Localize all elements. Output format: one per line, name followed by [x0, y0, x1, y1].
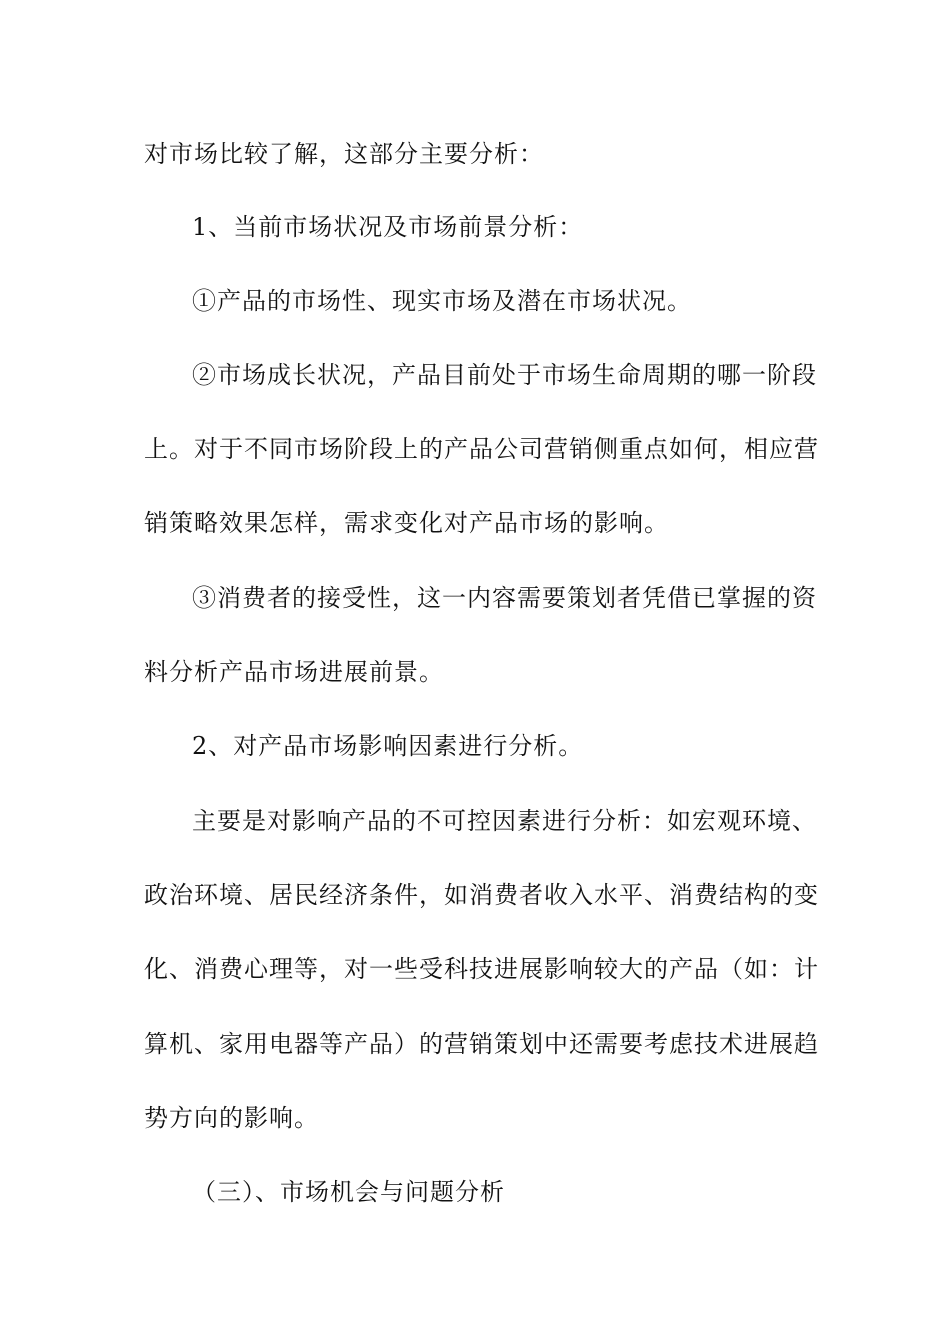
text-line-1: 对市场比较了解，这部分主要分析：	[144, 140, 544, 168]
section-heading: （三）、市场机会与问题分析	[192, 1178, 505, 1206]
text-line-9: 2、对产品市场影响因素进行分析。	[192, 732, 584, 760]
text-line-13: 算机、家用电器等产品）的营销策划中还需要考虑技术进展趋	[144, 1030, 819, 1058]
text-line-10: 主要是对影响产品的不可控因素进行分析：如宏观环境、	[192, 807, 817, 835]
text-line-12: 化、消费心理等，对一些受科技进展影响较大的产品（如：计	[144, 955, 819, 983]
text-line-14: 势方向的影响。	[144, 1104, 319, 1132]
text-line-4: ②市场成长状况，产品目前处于市场生命周期的哪一阶段	[192, 361, 817, 389]
text-line-11: 政治环境、居民经济条件，如消费者收入水平、消费结构的变	[144, 881, 819, 909]
text-line-3: ①产品的市场性、现实市场及潜在市场状况。	[192, 287, 692, 315]
text-line-8: 料分析产品市场进展前景。	[144, 658, 444, 686]
text-line-6: 销策略效果怎样，需求变化对产品市场的影响。	[144, 509, 669, 537]
text-line-5: 上。对于不同市场阶段上的产品公司营销侧重点如何，相应营	[144, 435, 819, 463]
text-line-7: ③消费者的接受性，这一内容需要策划者凭借已掌握的资	[192, 584, 817, 612]
text-line-2: 1、当前市场状况及市场前景分析：	[192, 213, 584, 241]
